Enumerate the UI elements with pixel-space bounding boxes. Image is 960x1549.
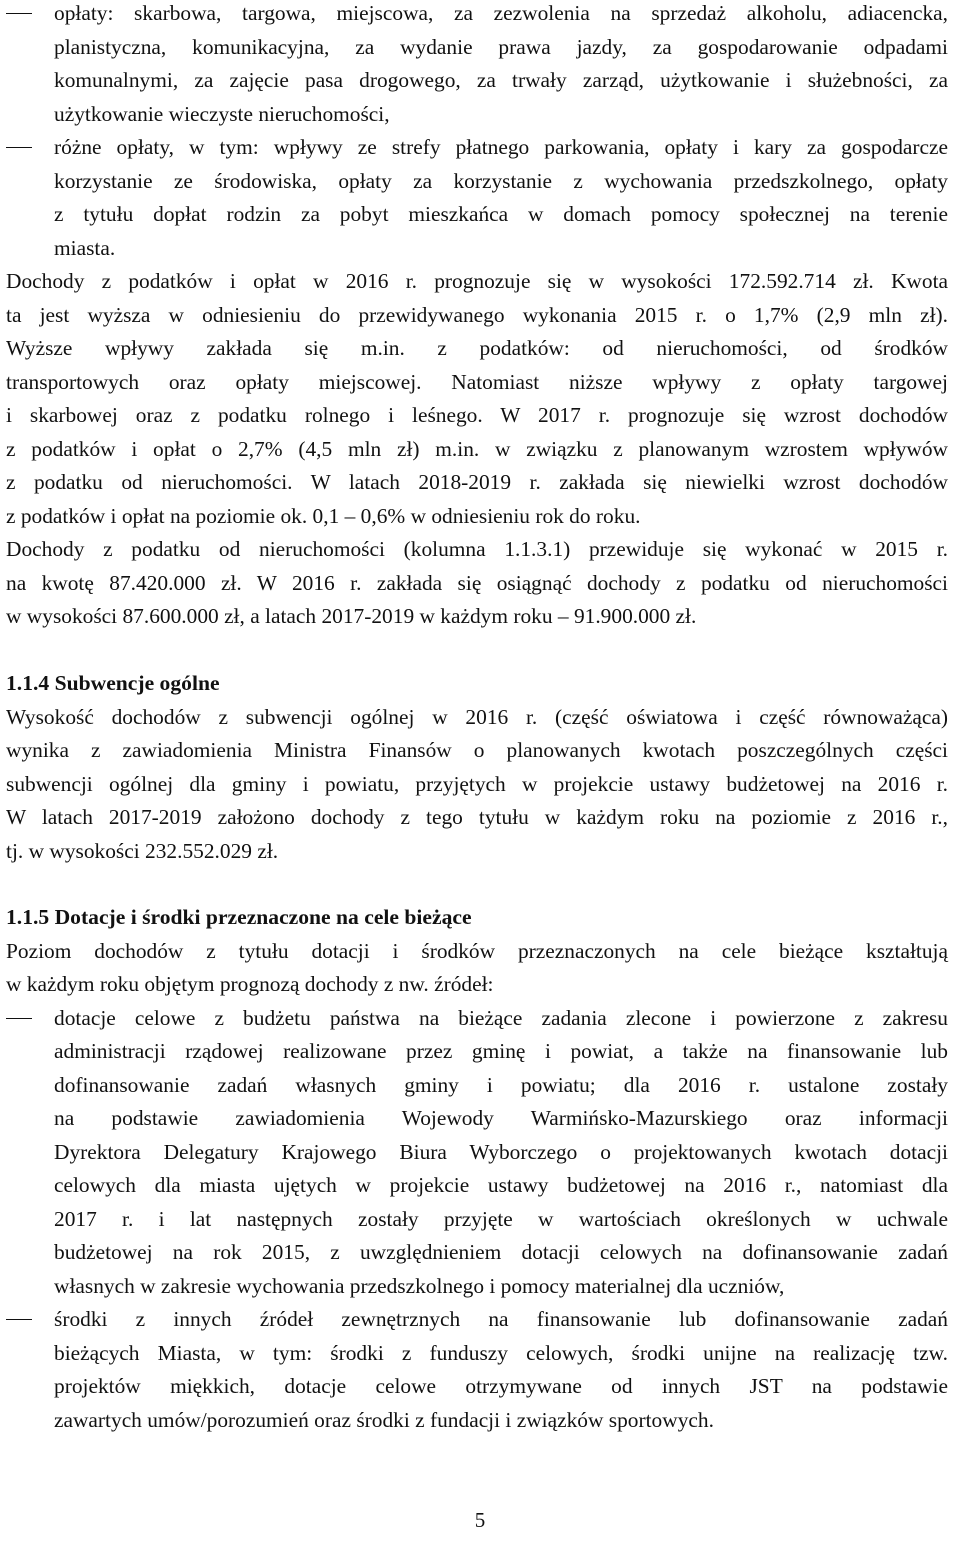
text-line: transportowych oraz opłaty miejscowej. Natomiast niższe wpływy z opłaty targowej [6,369,948,394]
text-line: Dyrektora Delegatury Krajowego Biura Wyborczego o projektowanych kwotach dotacji [54,1139,948,1164]
text-line: komunalnymi, za zajęcie pasa drogowego, za trwały zarząd, użytkowanie i służebności, za [54,68,948,92]
text-line: subwencji ogólnej dla gminy i powiatu, przyjętych w projekcie ustawy budżetowej na 2016 r. [6,771,948,796]
text-line: środki z innych źródeł zewnętrznych na finansowanie lub dofinansowanie zadań [54,1307,948,1331]
text-line: 2017 r. i lat następnych zostały przyjęte w wartościach określonych w uchwale [54,1206,948,1231]
text-line: W latach 2017-2019 założono dochody z tego tytułu w każdym roku na poziomie z 2016 r., [6,805,948,829]
text-line: tj. w wysokości 232.552.029 zł. [6,838,279,863]
text-line: w wysokości 87.600.000 zł, a latach 2017-2019 w każdym roku – 91.900.000 zł. [6,604,697,628]
text-line: zawartych umów/porozumień oraz środki z fundacji i związków sportowych. [54,1407,714,1432]
text-line: Wysokość dochodów z subwencji ogólnej w 2016 r. (część oświatowa i część równoważąca) [6,704,948,729]
paragraph-tax-income [0,265,960,533]
text-line: w każdym roku objętym prognozą dochody z nw. źródeł: [6,972,494,996]
text-line: Poziom dochodów z tytułu dotacji i środków przeznaczonych na cele bieżące kształtują [6,938,948,963]
text-line: Dochody z podatków i opłat w 2016 r. prognozuje się w wysokości 172.592.714 zł. Kwota [6,269,948,293]
dash-bullet [6,147,32,148]
dash-bullet [6,13,32,14]
text-line: na podstawie zawiadomienia Wojewody Warmińsko-Mazurskiego oraz informacji [54,1106,948,1130]
page-number: 5 [474,1508,486,1532]
text-line: projektów miękkich, dotacje celowe otrzymywane od innych JST na podstawie [54,1374,948,1398]
section-heading: 1.1.5 Dotacje i środki przeznaczone na cele bieżące [6,905,472,929]
text-line: administracji rządowej realizowane przez gminę i powiat, a także na finansowanie lub [54,1039,948,1063]
text-line: ta jest wyższa w odniesieniu do przewidywanego wykonania 2015 r. o 1,7% (2,9 mln zł). [6,302,948,327]
text-line: różne opłaty, w tym: wpływy ze strefy płatnego parkowania, opłaty i kary za gospodarcze [54,135,948,159]
text-line: dofinansowanie zadań własnych gminy i powiatu; dla 2016 r. ustalone zostały [54,1072,948,1097]
text-line: bieżących Miasta, w tym: środki z funduszy celowych, środki unijne na realizację tzw. [54,1340,948,1365]
list-item-fees [0,0,960,131]
text-line: celowych dla miasta ujętych w projekcie ustawy budżetowej na 2016 r., natomiast dla [54,1173,948,1197]
paragraph-property-tax [0,533,960,634]
list-item-grants [0,1002,960,1304]
text-line: z podatków i opłat na poziomie ok. 0,1 – 0,6% w odniesieniu rok do roku. [6,503,641,528]
text-line: Wyższe wpływy zakłada się m.in. z podatków: od nieruchomości, od środków [6,336,948,360]
text-line: użytkowanie wieczyste nieruchomości, [54,101,390,126]
text-line: dotacje celowe z budżetu państwa na bieżące zadania zlecone i powierzone z zakresu [54,1005,948,1030]
section-1-1-4 [0,667,960,868]
section-1-1-5 [0,901,960,1437]
text-line: z podatku od nieruchomości. W latach 2018-2019 r. zakłada się niewielki wzrost dochodów [6,470,948,494]
text-line: z podatków i opłat o 2,7% (4,5 mln zł) m.in. w związku z planowanym wzrostem wpływów [6,436,948,461]
dash-bullet [6,1018,32,1019]
text-line: planistyczna, komunikacyjna, za wydanie prawa jazdy, za gospodarowanie odpadami [54,34,948,59]
text-line: budżetowej na rok 2015, z uwzględnieniem dotacji celowych na dofinansowanie zadań [54,1240,948,1264]
fee-list [0,0,960,265]
text-line: opłaty: skarbowa, targowa, miejscowa, za zezwolenia na sprzedaż alkoholu, adiacencka, [54,1,948,25]
text-line: z tytułu dopłat rodzin za pobyt mieszkańca w domach pomocy społecznej na terenie [54,202,948,226]
text-line: korzystanie ze środowiska, opłaty za korzystanie z wychowania przedszkolnego, opłaty [54,168,948,193]
dash-bullet [6,1319,32,1320]
text-line: Dochody z podatku od nieruchomości (kolumna 1.1.3.1) przewiduje się wykonać w 2015 r. [6,537,948,561]
text-line: wynika z zawiadomienia Ministra Finansów o planowanych kwotach poszczególnych części [6,738,948,762]
list-item-external-funds [0,1303,960,1437]
text-line: miasta. [54,235,116,260]
text-line: i skarbowej oraz z podatku rolnego i leśnego. W 2017 r. prognozuje się wzrost dochodów [6,403,948,427]
text-line: na kwotę 87.420.000 zł. W 2016 r. zakłada się osiągnąć dochody z podatku od nieruchomości [6,570,948,595]
section-heading: 1.1.4 Subwencje ogólne [6,671,220,695]
text-line: własnych w zakresie wychowania przedszkolnego i pomocy materialnej dla uczniów, [54,1273,785,1298]
list-item-other-fees [0,131,960,265]
